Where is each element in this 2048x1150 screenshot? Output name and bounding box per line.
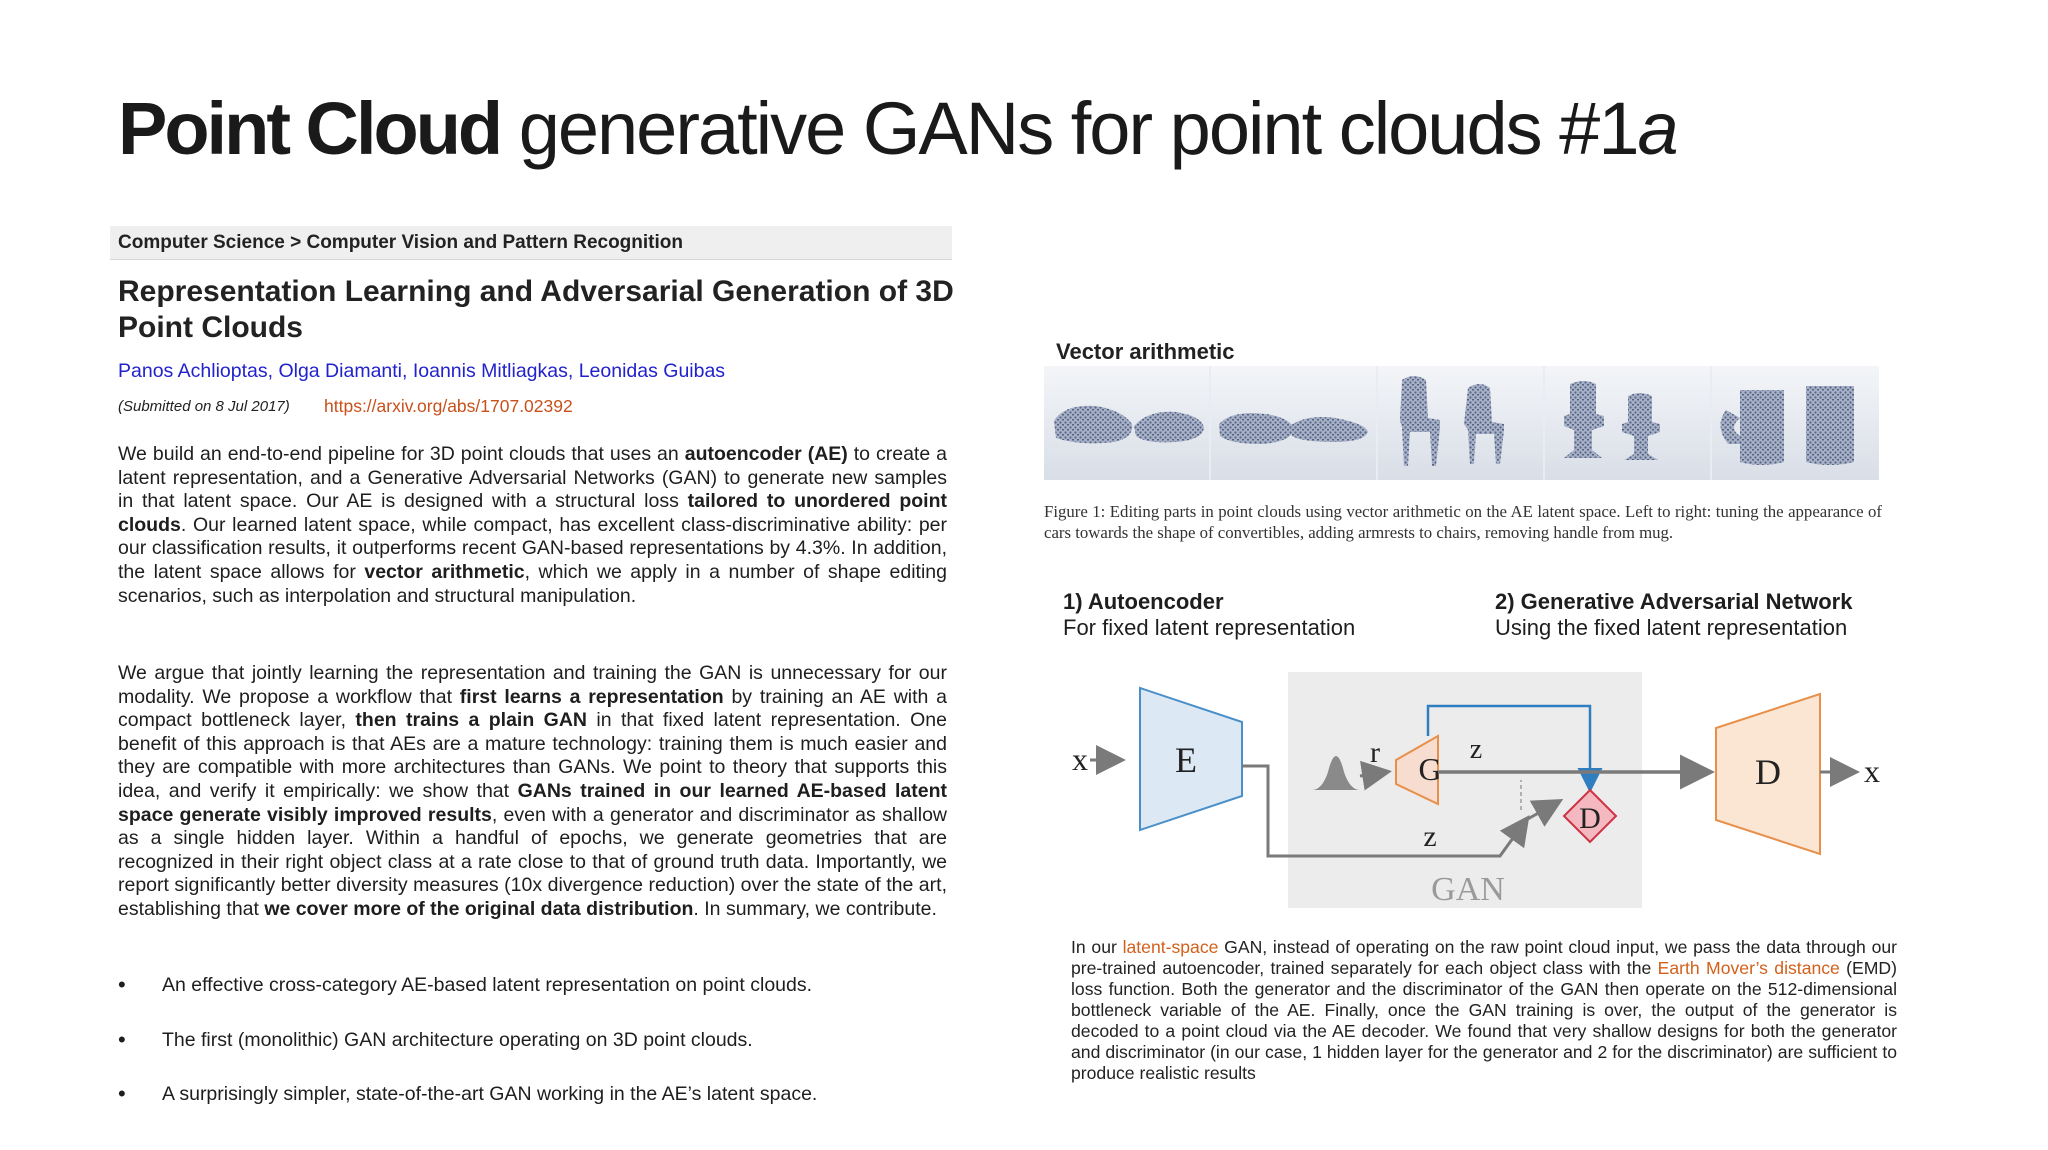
generated-z-label: z <box>1469 734 1483 765</box>
body-text: We argue that jointly learning the representation and training the GAN is unnecessary for our modality. We propose a workflow that <box>118 662 947 708</box>
paper-title: Representation Learning and Adversarial Generation of 3D Point Clouds <box>118 275 954 344</box>
body-text: In our <box>1071 937 1123 957</box>
panel-cars-1 <box>1044 366 1209 480</box>
output-x-label: x <box>1864 753 1880 789</box>
input-x-label: x <box>1072 741 1088 777</box>
body-text: , which we apply in a number of shape editing scenarios, such as interpolation and structural manipulation. <box>118 560 947 607</box>
encoder-label: E <box>1175 740 1197 780</box>
body-text: . In summary, we contribute. <box>693 897 937 920</box>
term-link[interactable]: latent-space <box>1122 937 1219 957</box>
figure-label: Vector arithmetic <box>1056 339 1235 364</box>
gan-label: GAN <box>1431 871 1505 908</box>
noise-r-label: r <box>1370 736 1380 769</box>
emphasis-text: autoencoder (AE) <box>684 443 848 465</box>
emphasis-text: we cover more of the original data distribution <box>264 897 694 920</box>
body-text: by training an AE with a compact bottleneck layer, <box>118 685 947 732</box>
body-text: We build an end-to-end pipeline for 3D point clouds that uses an <box>118 443 685 465</box>
autoencoder-subheading: For fixed latent representation <box>1063 615 1356 640</box>
abstract-paragraph-1 <box>118 443 947 608</box>
author-link[interactable]: Panos Achlioptas <box>118 360 268 382</box>
body-text: in that fixed latent representation. One benefit of this approach is that AEs are a mature technology: training them is much easier and they are compatible with more architectures than GANs. We point to theory that supports this idea, and verify it empirically: we show that <box>118 709 947 802</box>
emphasis-text: vector arithmetic <box>364 560 525 583</box>
arxiv-link[interactable]: https://arxiv.org/abs/1707.02392 <box>324 396 573 416</box>
generator-label: G <box>1418 751 1442 787</box>
emphasis-text: GANs trained in our learned AE-based latent space generate visibly improved results <box>118 779 948 826</box>
emphasis-text: then trains a plain GAN <box>355 709 587 732</box>
gan-heading: 2) Generative Adversarial Network <box>1495 589 1853 614</box>
body-text: (EMD) loss function. Both the generator and the discriminator of the GAN then operate on the 512-dimensional bottleneck variable of the AE. Finally, once the GAN training is over, the output of the generator is decoded to a point cloud via the AE decoder. We found that very shallow designs for both the generator and discriminator (in our case, 1 hidden layer for the generator and 2 for the discriminator) are sufficient to produce realistic results <box>1071 958 1897 1083</box>
emphasis-text: first learns a representation <box>459 685 724 708</box>
body-text: GAN, instead of operating on the raw point cloud input, we pass the data through our pre-trained autoencoder, trained separately for each object class with the <box>1071 937 1897 978</box>
breadcrumb[interactable]: Computer Science > Computer Vision and Pattern Recognition <box>110 226 952 260</box>
point-cloud-images <box>1044 366 1879 480</box>
title-rest: generative GANs for point clouds #1 <box>500 87 1638 170</box>
slide-title <box>118 87 1677 170</box>
bullet-icon: • <box>118 1081 126 1106</box>
latent-z-label: z <box>1423 820 1437 853</box>
abstract-paragraph-2 <box>118 662 947 922</box>
gan-subheading: Using the fixed latent representation <box>1495 615 1848 640</box>
panel-chairs-2 <box>1545 366 1710 480</box>
body-text: to create a latent representation, and a Generative Adversarial Networks (GAN) to generate new samples in that latent space. Our AE is designed with a structural loss <box>118 443 948 513</box>
panel-mugs <box>1712 366 1879 480</box>
autoencoder-heading: 1) Autoencoder <box>1063 589 1224 614</box>
term-link[interactable]: Earth Mover’s distance <box>1657 958 1840 978</box>
emphasis-text: tailored to unordered point clouds <box>118 490 947 536</box>
decoder-label: D <box>1755 752 1781 792</box>
body-text: . Our learned latent space, while compact, has excellent class-discriminative ability: per our classification results, it outperforms recent GAN-based representations by 4.3%. In addition, the latent space allows for <box>118 513 947 583</box>
body-text: , even with a generator and discriminator as shallow as a single hidden layer. Within a handful of epochs, we generate geometries that are recognized in their right object class at a rate close to that of ground truth data. Importantly, we report significantly better diversity measures (10x divergence reduction) over the state of the art, establishing that <box>118 803 947 920</box>
vector-arithmetic-figure <box>1044 366 1879 480</box>
pipeline-diagram <box>1056 660 1896 920</box>
author-link[interactable]: Ioannis Mitliagkas <box>412 360 568 382</box>
figure-caption: Figure 1: Editing parts in point clouds using vector arithmetic on the AE latent space. Left to right: tuning the appearance of cars towards the shape of convertibles, adding armrests to chairs, removing handle from mug. <box>1044 502 1882 542</box>
discriminator-label: D <box>1579 802 1601 835</box>
title-suffix: a <box>1637 87 1677 170</box>
pipeline-description <box>1071 937 1897 1084</box>
author-link[interactable]: Leonidas Guibas <box>578 360 726 382</box>
submission-date: (Submitted on 8 Jul 2017) <box>118 398 290 415</box>
author-list: Panos Achlioptas, Olga Diamanti, Ioannis Mitliagkas, Leonidas Guibas <box>118 360 726 382</box>
panel-cars-2 <box>1211 366 1376 480</box>
bullet-icon: • <box>118 1027 126 1052</box>
title-bold: Point Cloud <box>118 87 501 170</box>
bullet-icon: • <box>118 972 126 997</box>
panel-chairs-1 <box>1378 366 1543 480</box>
author-link[interactable]: Olga Diamanti <box>278 360 403 382</box>
